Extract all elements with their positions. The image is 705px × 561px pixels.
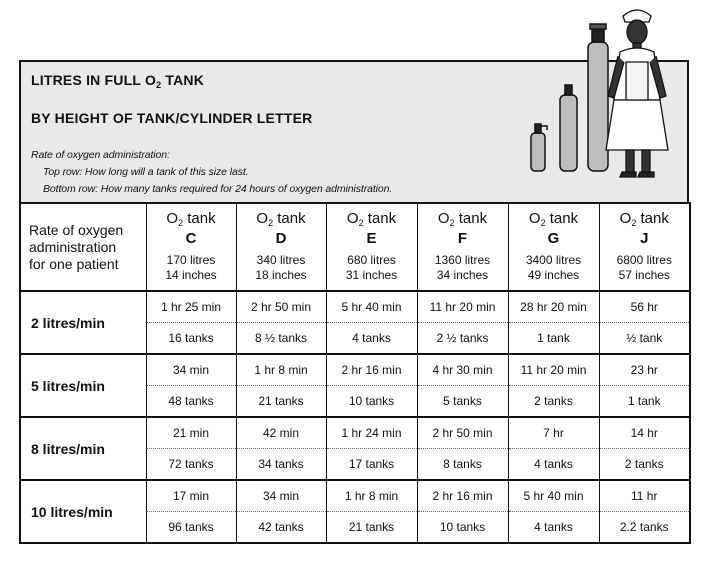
tanks-cell: 4 tanks xyxy=(326,323,417,355)
tank-letter: D xyxy=(275,230,287,247)
duration-cell: 17 min xyxy=(146,480,236,512)
note-bottom-row: Bottom row: How many tanks required for 24 hours of oxygen administration. xyxy=(43,183,393,195)
tank-height: 49 inches xyxy=(527,268,580,282)
duration-cell: 56 hr xyxy=(599,291,690,323)
duration-cell: 14 hr xyxy=(599,417,690,449)
tanks-cell: 2 tanks xyxy=(508,386,599,418)
duration-cell: 21 min xyxy=(146,417,236,449)
title-subscript: 2 xyxy=(156,80,162,90)
duration-cell: 2 hr 50 min xyxy=(236,291,326,323)
tank-word: tank xyxy=(273,210,306,227)
tank-word: tank xyxy=(636,210,669,227)
duration-cell: 2 hr 16 min xyxy=(326,354,417,386)
header-rate-label xyxy=(20,203,146,291)
rate-label: 5 litres/min xyxy=(20,354,146,417)
header-rate-line2: administration xyxy=(29,238,117,255)
duration-cell: 7 hr xyxy=(508,417,599,449)
duration-cell: 11 hr 20 min xyxy=(417,291,508,323)
duration-cell: 2 hr 16 min xyxy=(417,480,508,512)
tanks-cell: 10 tanks xyxy=(326,386,417,418)
tank-prefix: O xyxy=(437,210,450,227)
header-tank-e xyxy=(326,203,417,291)
duration-cell: 11 hr 20 min xyxy=(508,354,599,386)
duration-cell: 2 hr 50 min xyxy=(417,417,508,449)
tanks-cell: 1 tank xyxy=(599,386,690,418)
duration-cell: 5 hr 40 min xyxy=(508,480,599,512)
title-text-end: TANK xyxy=(161,72,205,88)
header-rate-line1: Rate of oxygen xyxy=(29,221,124,238)
duration-cell: 1 hr 8 min xyxy=(236,354,326,386)
duration-cell: 1 hr 8 min xyxy=(326,480,417,512)
note-top-row: Top row: How long will a tank of this size last. xyxy=(43,166,249,178)
tank-litres: 3400 litres xyxy=(525,253,582,267)
tank-label xyxy=(600,211,690,231)
tank-height: 18 inches xyxy=(255,268,307,282)
tank-subscript: 2 xyxy=(449,218,455,228)
tank-subscript: 2 xyxy=(631,218,637,228)
tank-label xyxy=(147,211,236,231)
tank-prefix: O xyxy=(256,210,269,227)
tanks-cell: 17 tanks xyxy=(326,449,417,481)
tank-word: tank xyxy=(545,210,579,227)
tanks-cell: ½ tank xyxy=(599,323,690,355)
tank-prefix: O xyxy=(346,210,359,227)
tanks-cell: 4 tanks xyxy=(508,512,599,544)
tank-height: 14 inches xyxy=(165,268,217,282)
tanks-cell: 48 tanks xyxy=(146,386,236,418)
tank-height: 34 inches xyxy=(436,268,489,282)
tanks-cell: 21 tanks xyxy=(326,512,417,544)
chart-subtitle: BY HEIGHT OF TANK/CYLINDER LETTER xyxy=(31,110,313,126)
tank-litres: 680 litres xyxy=(347,253,396,267)
duration-cell: 23 hr xyxy=(599,354,690,386)
tank-litres: 6800 litres xyxy=(616,253,672,267)
header-tank-g xyxy=(508,203,599,291)
tank-litres: 340 litres xyxy=(256,253,306,267)
tank-label xyxy=(418,211,508,231)
tank-height: 31 inches xyxy=(345,268,398,282)
tank-label xyxy=(327,211,417,231)
header-tank-c xyxy=(146,203,236,291)
tanks-cell: 21 tanks xyxy=(236,386,326,418)
header-rate-line3: for one patient xyxy=(29,255,119,272)
tank-prefix: O xyxy=(166,210,179,227)
tanks-cell: 42 tanks xyxy=(236,512,326,544)
cylinder-tall-icon xyxy=(588,24,608,171)
tanks-cell: 2 tanks xyxy=(599,449,690,481)
note-heading: Rate of oxygen administration: xyxy=(31,149,170,161)
tank-word: tank xyxy=(363,210,397,227)
tank-letter: E xyxy=(366,230,377,247)
tank-prefix: O xyxy=(619,210,632,227)
tanks-cell: 2 ½ tanks xyxy=(417,323,508,355)
duration-cell: 1 hr 25 min xyxy=(146,291,236,323)
nurse-figure-icon xyxy=(606,10,668,177)
tank-letter: C xyxy=(185,230,197,247)
tanks-cell: 10 tanks xyxy=(417,512,508,544)
tanks-cell: 4 tanks xyxy=(508,449,599,481)
cylinder-medium-icon xyxy=(560,85,577,171)
tank-litres: 1360 litres xyxy=(434,253,491,267)
title-text: LITRES IN FULL O xyxy=(31,72,157,88)
tanks-cell: 16 tanks xyxy=(146,323,236,355)
table-row xyxy=(20,354,690,386)
tanks-cell: 34 tanks xyxy=(236,449,326,481)
tanks-cell: 8 ½ tanks xyxy=(236,323,326,355)
duration-cell: 1 hr 24 min xyxy=(326,417,417,449)
duration-cell: 4 hr 30 min xyxy=(417,354,508,386)
tank-subscript: 2 xyxy=(540,218,546,228)
tanks-cell: 5 tanks xyxy=(417,386,508,418)
header-row xyxy=(20,203,690,291)
duration-cell: 28 hr 20 min xyxy=(508,291,599,323)
tank-label xyxy=(509,211,599,231)
tank-letter: F xyxy=(457,230,468,247)
tanks-cell: 2.2 tanks xyxy=(599,512,690,544)
duration-cell: 42 min xyxy=(236,417,326,449)
tank-duration-table xyxy=(19,202,691,544)
table-row xyxy=(20,480,690,512)
chart-title xyxy=(31,72,204,90)
table-row xyxy=(20,291,690,323)
tank-letter: J xyxy=(640,230,649,247)
tank-subscript: 2 xyxy=(358,218,364,228)
rate-label: 2 litres/min xyxy=(20,291,146,354)
cylinder-small-icon xyxy=(531,124,547,171)
tanks-cell: 96 tanks xyxy=(146,512,236,544)
tanks-cell: 1 tank xyxy=(508,323,599,355)
tanks-cell: 72 tanks xyxy=(146,449,236,481)
tanks-cell: 8 tanks xyxy=(417,449,508,481)
tank-litres: 170 litres xyxy=(166,253,216,267)
duration-cell: 11 hr xyxy=(599,480,690,512)
duration-cell: 34 min xyxy=(236,480,326,512)
tank-letter: G xyxy=(547,230,560,247)
table-row xyxy=(20,417,690,449)
tank-word: tank xyxy=(183,210,216,227)
tank-prefix: O xyxy=(528,210,541,227)
tank-subscript: 2 xyxy=(268,218,274,228)
header-tank-j xyxy=(599,203,690,291)
rate-label: 10 litres/min xyxy=(20,480,146,543)
duration-cell: 34 min xyxy=(146,354,236,386)
tank-label xyxy=(237,211,326,231)
nurse-with-cylinders-illustration xyxy=(520,0,705,200)
tank-subscript: 2 xyxy=(178,218,184,228)
header-tank-f xyxy=(417,203,508,291)
header-tank-d xyxy=(236,203,326,291)
rate-label: 8 litres/min xyxy=(20,417,146,480)
tank-word: tank xyxy=(454,210,488,227)
tank-height: 57 inches xyxy=(618,268,670,282)
duration-cell: 5 hr 40 min xyxy=(326,291,417,323)
